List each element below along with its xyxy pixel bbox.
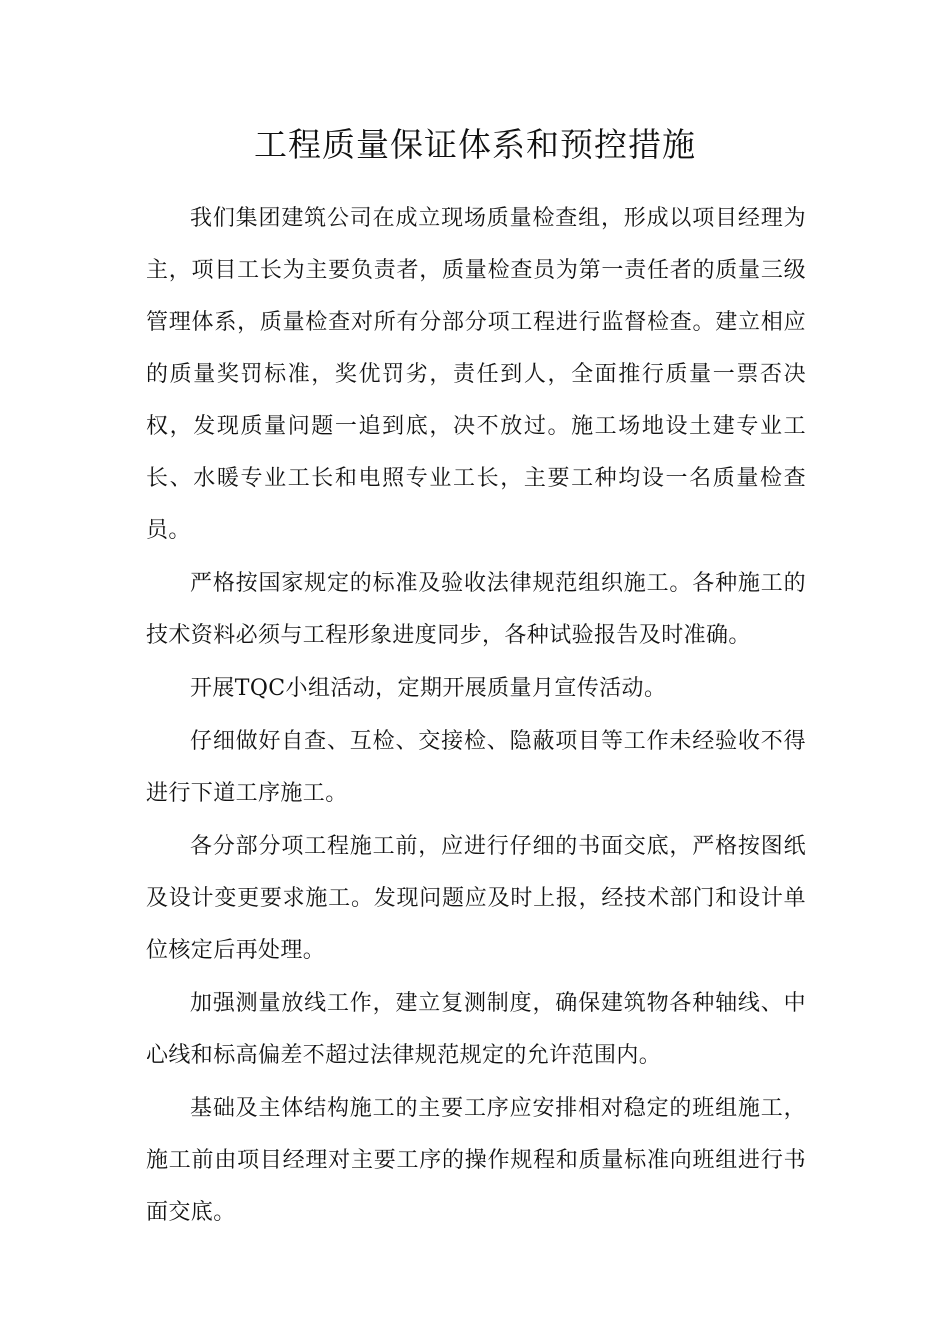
paragraph-structure-crew: 基础及主体结构施工的主要工序应安排相对稳定的班组施工，施工前由项目经理对主要工序的操作规程和质量标准向班组进行书面交底。: [146, 1096, 806, 1225]
paragraph-tqc: 开展TQC小组活动，定期开展质量月宣传活动。: [190, 676, 667, 701]
document-body: [146, 193, 806, 1240]
page-title: 工程质量保证体系和预控措施: [254, 125, 696, 164]
paragraph-quality-system: 我们集团建筑公司在成立现场质量检查组，形成以项目经理为主，项目工长为主要负责者，质量检查员为第一责任者的质量三级管理体系，质量检查对所有分部分项工程进行监督检查。建立相应的质量奖罚标准，奖优罚劣，责任到人，全面推行质量一票否决权，发现质量问题一追到底，决不放过。施工场地设土建专业工长、水暖专业工长和电照专业工长，主要工种均设一名质量检查员。: [146, 206, 806, 543]
paragraph-surveying: 加强测量放线工作，建立复测制度，确保建筑物各种轴线、中心线和标高偏差不超过法律规范规定的允许范围内。: [146, 991, 806, 1068]
paragraph-standards: 严格按国家规定的标准及验收法律规范组织施工。各种施工的技术资料必须与工程形象进度同步，各种试验报告及时准确。: [146, 571, 806, 648]
paragraph-briefing: 各分部分项工程施工前，应进行仔细的书面交底，严格按图纸及设计变更要求施工。发现问题应及时上报，经技术部门和设计单位核定后再处理。: [146, 834, 806, 963]
paragraph-inspection: 仔细做好自查、互检、交接检、隐蔽项目等工作未经验收不得进行下道工序施工。: [146, 729, 806, 806]
